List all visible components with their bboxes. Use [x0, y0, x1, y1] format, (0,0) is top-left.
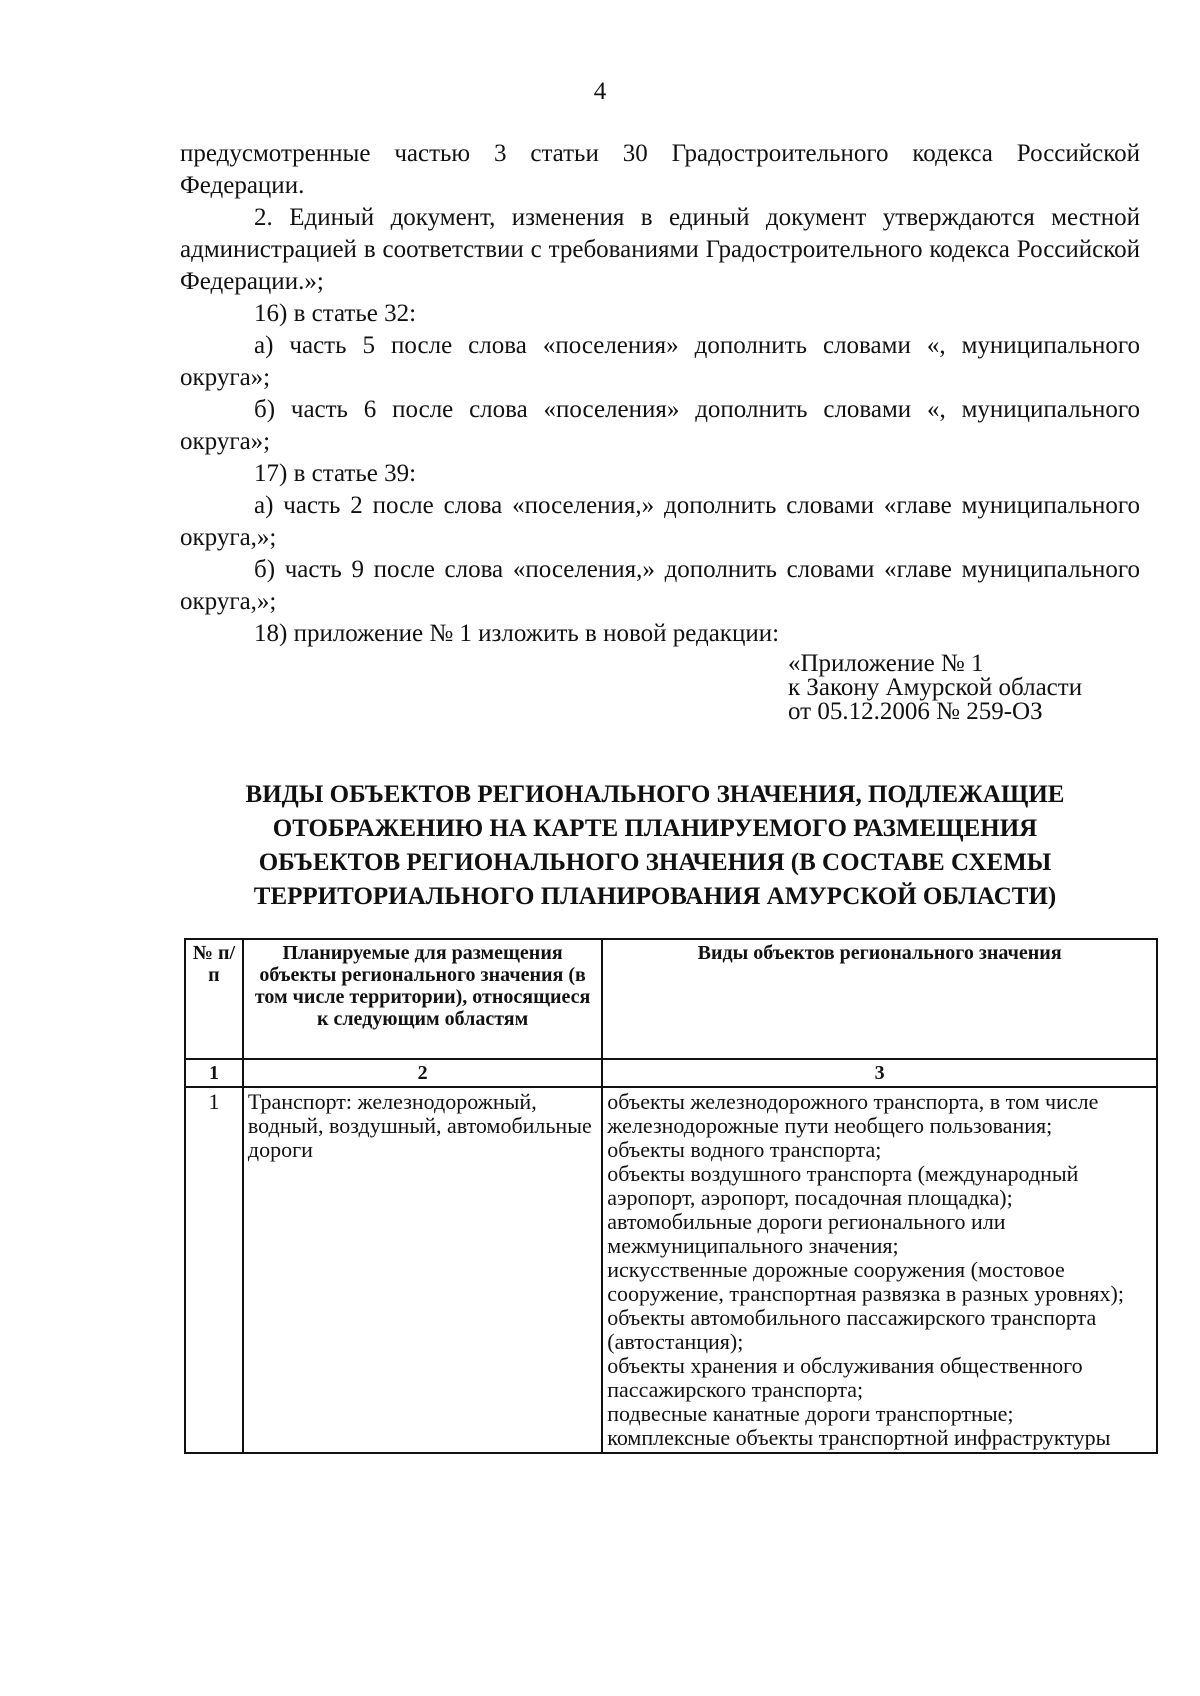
paragraph-item-16a: а) часть 5 после слова «поселения» дополнить словами «, муниципального округа»;	[180, 332, 1140, 391]
body-text	[180, 138, 1140, 650]
header-number: № п/п	[185, 939, 243, 1059]
heading-line: ТЕРРИТОРИАЛЬНОГО ПЛАНИРОВАНИЯ АМУРСКОЙ ОБЛАСТИ)	[253, 883, 1057, 910]
heading-line: ОТОБРАЖЕНИЮ НА КАРТЕ ПЛАНИРУЕМОГО РАЗМЕЩЕНИЯ	[272, 815, 1038, 842]
paragraph-item-17b: б) часть 9 после слова «поселения,» дополнить словами «главе муниципального округа,»;	[180, 556, 1140, 615]
appendix-ref-line: «Приложение № 1	[788, 650, 984, 677]
header-planned-objects: Планируемые для размещения объекты регионального значения (в том числе территории), относящиеся к следующим областям	[243, 939, 602, 1059]
table-column-numbers-row	[185, 1059, 1157, 1087]
column-number: 1	[185, 1059, 243, 1087]
document-heading	[170, 778, 1140, 914]
paragraph-point-2: 2. Единый документ, изменения в единый документ утверждаются местной администрацией в соответствии с требованиями Градостроительного кодекса Российской Федерации.»;	[180, 204, 1140, 295]
table-header-row	[185, 939, 1157, 1059]
paragraph-item-16b: б) часть 6 после слова «поселения» дополнить словами «, муниципального округа»;	[180, 396, 1140, 455]
column-number: 3	[602, 1059, 1157, 1087]
row-number: 1	[185, 1087, 243, 1453]
table-row	[185, 1087, 1157, 1453]
page-number: 4	[593, 78, 607, 105]
appendix-ref-line: от 05.12.2006 № 259-ОЗ	[788, 698, 1043, 725]
paragraph-intro: предусмотренные частью 3 статьи 30 Градостроительного кодекса Российской Федерации.	[180, 140, 1140, 199]
appendix-reference	[788, 652, 1082, 724]
heading-line: ВИДЫ ОБЪЕКТОВ РЕГИОНАЛЬНОГО ЗНАЧЕНИЯ, ПОДЛЕЖАЩИЕ	[245, 781, 1065, 808]
regional-objects-table	[184, 938, 1158, 1454]
row-area: Транспорт: железнодорожный, водный, воздушный, автомобильные дороги	[243, 1087, 602, 1453]
paragraph-item-17a: а) часть 2 после слова «поселения,» дополнить словами «главе муниципального округа,»;	[180, 492, 1140, 551]
appendix-ref-line: к Закону Амурской области	[788, 674, 1083, 701]
column-number: 2	[243, 1059, 602, 1087]
paragraph-item-18: 18) приложение № 1 изложить в новой редакции:	[254, 620, 780, 647]
paragraph-item-17: 17) в статье 39:	[254, 460, 417, 487]
heading-line: ОБЪЕКТОВ РЕГИОНАЛЬНОГО ЗНАЧЕНИЯ (В СОСТАВЕ СХЕМЫ	[258, 849, 1052, 876]
header-object-kinds: Виды объектов регионального значения	[602, 939, 1157, 1059]
row-object-kinds: объекты железнодорожного транспорта, в том числе железнодорожные пути необщего пользования; объекты водного транспорта; объекты воздушного транспорта (международный аэропорт, аэропорт, посадочная площадка); автомобильные дороги регионального или межмуниципального значения; искусственные дорожные сооружения (мостовое сооружение, транспортная развязка в разных уровнях); объекты автомобильного пассажирского транспорта (автостанция); объекты хранения и обслуживания общественного пассажирского транспорта; подвесные канатные дороги транспортные; комплексные объекты транспортной инфраструктуры	[602, 1087, 1157, 1453]
paragraph-item-16: 16) в статье 32:	[254, 300, 417, 327]
